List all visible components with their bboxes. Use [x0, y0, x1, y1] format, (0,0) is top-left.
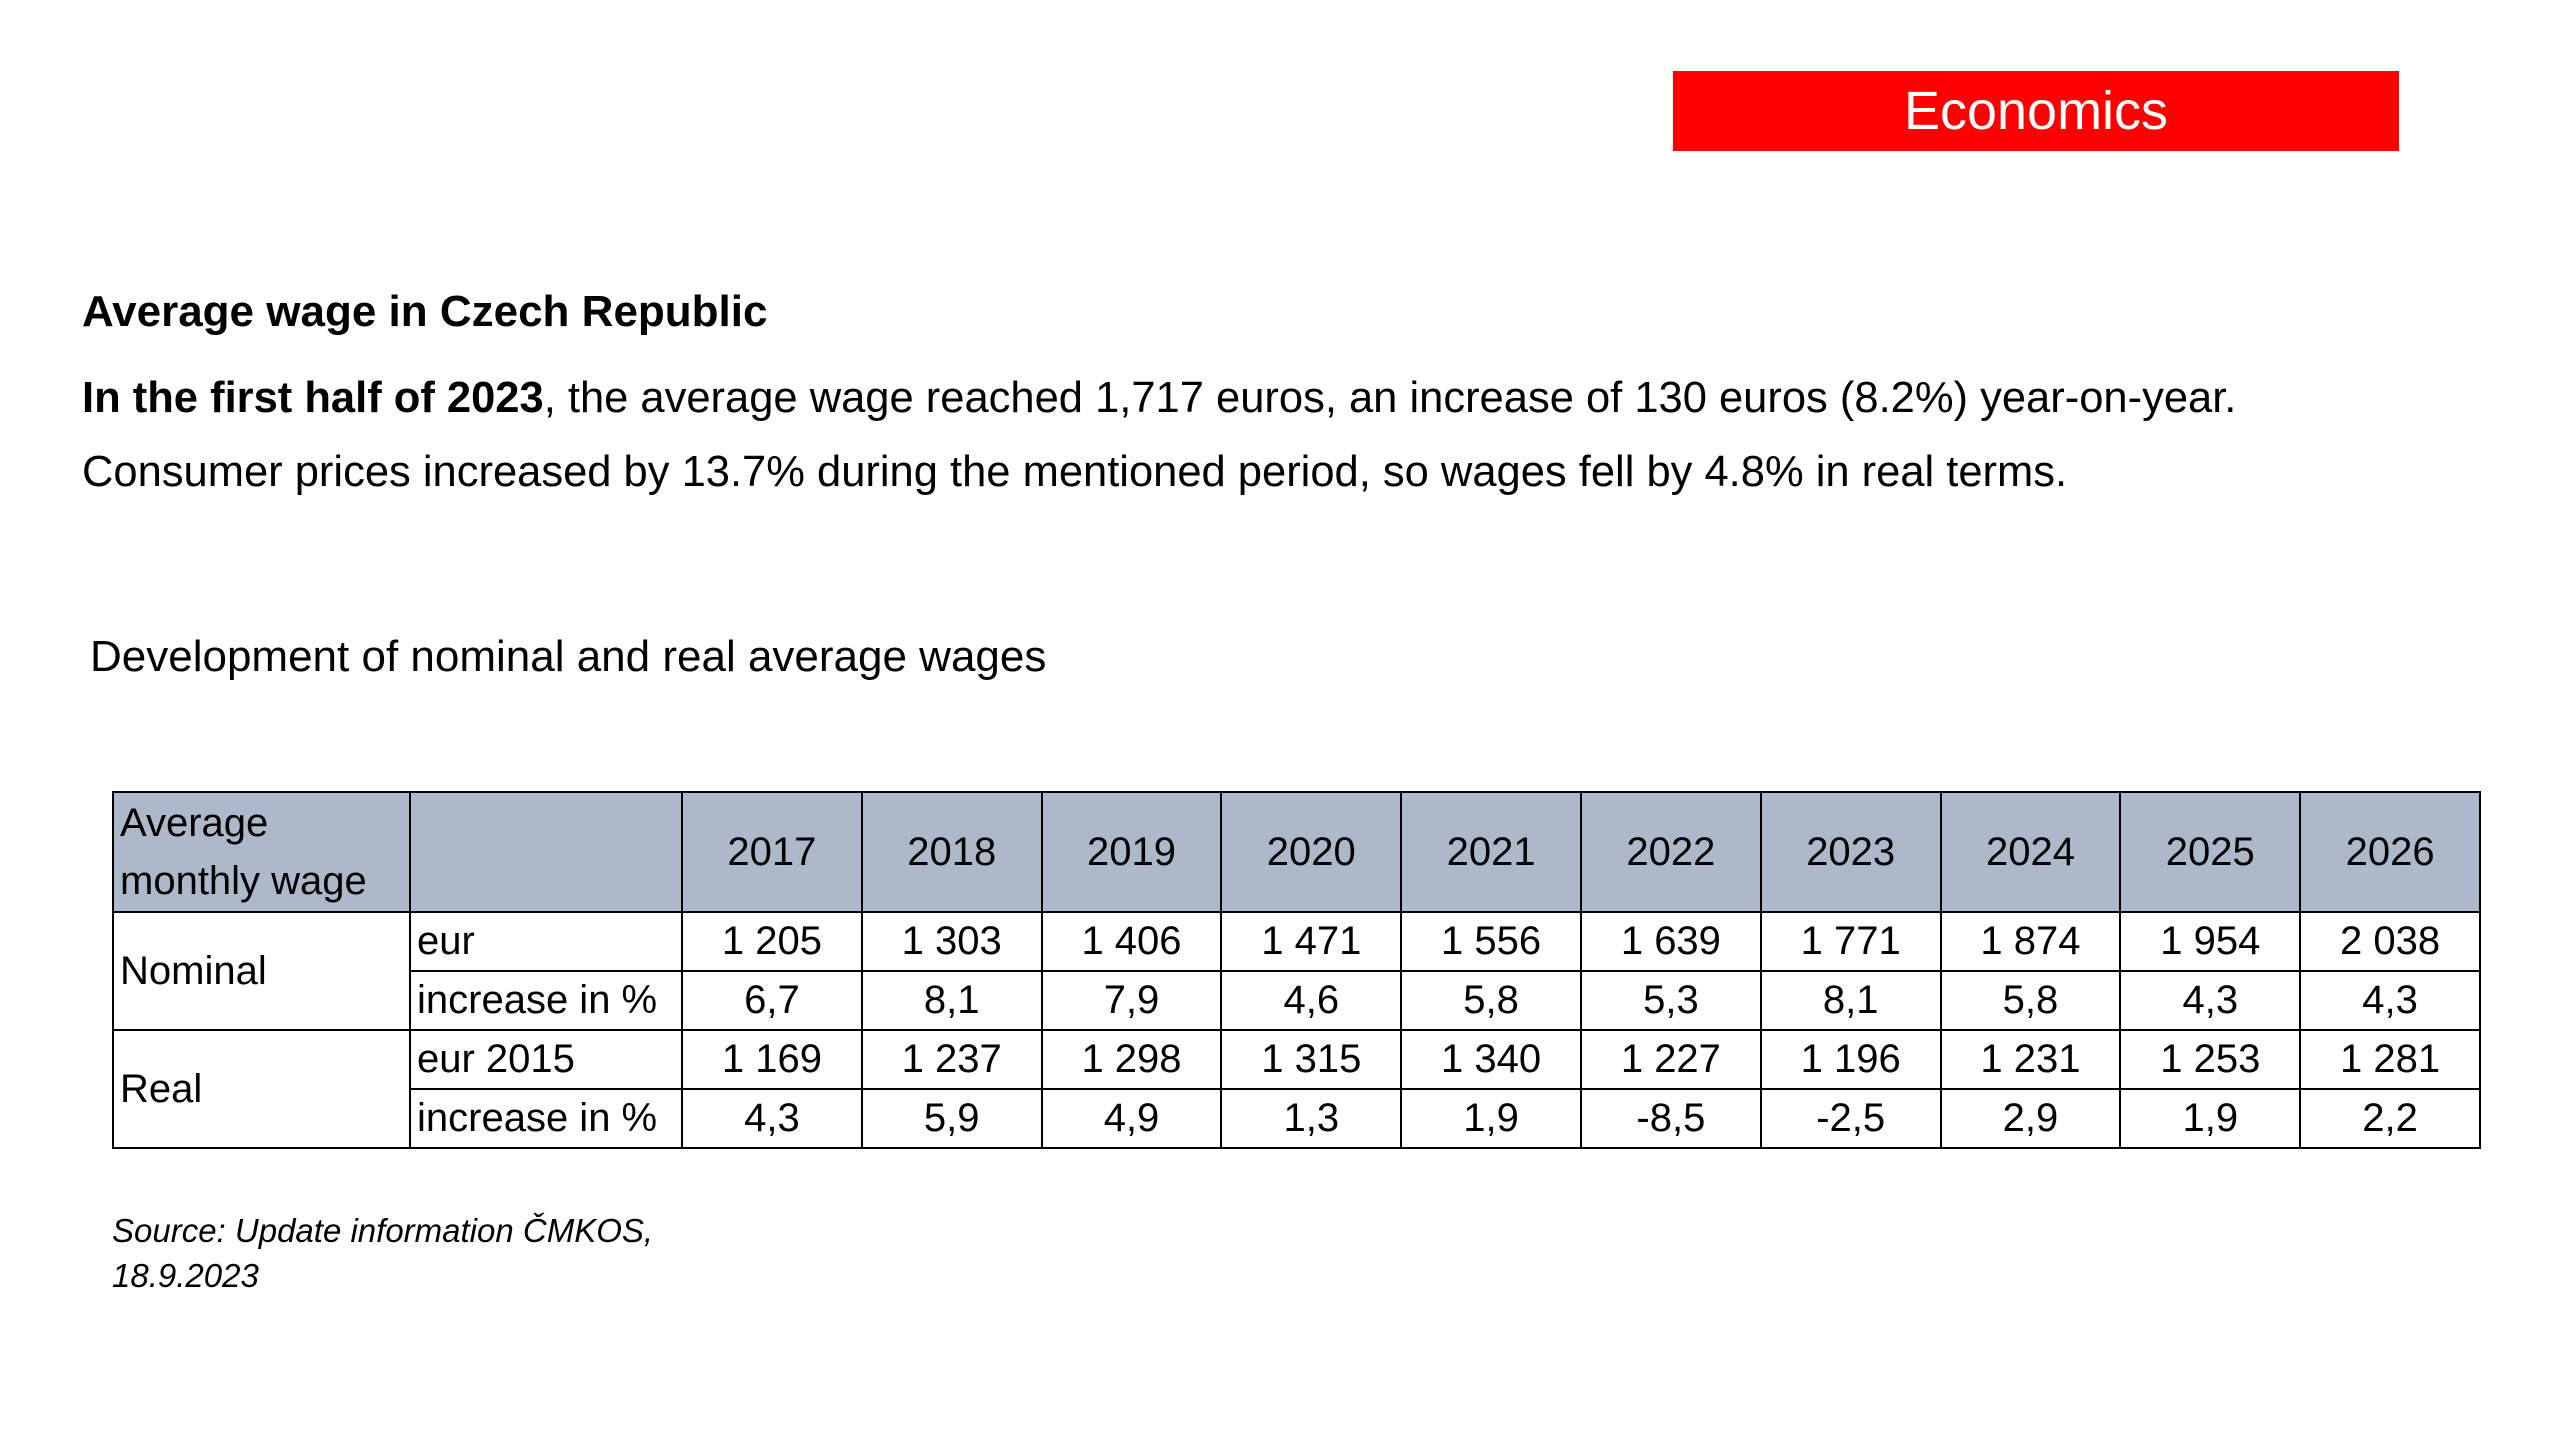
- group-label-nominal: Nominal: [113, 912, 410, 1030]
- table-cell: 1 639: [1581, 912, 1761, 971]
- table-cell: 1 196: [1761, 1030, 1941, 1089]
- table-cell: 1 874: [1941, 912, 2121, 971]
- header-year: 2021: [1401, 792, 1581, 912]
- header-year: 2019: [1042, 792, 1222, 912]
- table-cell: -2,5: [1761, 1089, 1941, 1148]
- header-unit-cell: [410, 792, 682, 912]
- table-row: [113, 971, 2480, 1030]
- header-corner-label: Average monthly wage: [113, 792, 410, 912]
- table-cell: 4,6: [1221, 971, 1401, 1030]
- table-row: [113, 1089, 2480, 1148]
- table-cell: 1 231: [1941, 1030, 2121, 1089]
- table-cell: 1 303: [862, 912, 1042, 971]
- table-cell: 2,2: [2300, 1089, 2480, 1148]
- summary-line-1-text: , the average wage reached 1,717 euros, an increase of 130 euros (8.2%) year-on-year.: [543, 374, 2237, 422]
- table-cell: 1 298: [1042, 1030, 1222, 1089]
- header-year: 2018: [862, 792, 1042, 912]
- table-cell: 2,9: [1941, 1089, 2121, 1148]
- table-cell: 5,9: [862, 1089, 1042, 1148]
- source-line-1: Source: Update information ČMKOS,: [112, 1212, 654, 1249]
- header-year: 2026: [2300, 792, 2480, 912]
- table-cell: 1 771: [1761, 912, 1941, 971]
- summary-bold-lead: In the first half of 2023: [82, 374, 544, 422]
- summary-line-2: Consumer prices increased by 13.7% during the mentioned period, so wages fell by 4.8% in real terms.: [82, 448, 2068, 496]
- group-label-real: Real: [113, 1030, 410, 1148]
- header-year: 2020: [1221, 792, 1401, 912]
- table-cell: 6,7: [682, 971, 862, 1030]
- table-cell: 5,8: [1941, 971, 2121, 1030]
- table-cell: 1 169: [682, 1030, 862, 1089]
- row-unit-label: eur: [410, 912, 682, 971]
- table-cell: 1,9: [1401, 1089, 1581, 1148]
- table-cell: 1,3: [1221, 1089, 1401, 1148]
- table-cell: 4,3: [2120, 971, 2300, 1030]
- page-heading: Average wage in Czech Republic: [82, 287, 768, 336]
- header-year: 2024: [1941, 792, 2121, 912]
- table-cell: 8,1: [862, 971, 1042, 1030]
- table-cell: 1 281: [2300, 1030, 2480, 1089]
- table-cell: 1 253: [2120, 1030, 2300, 1089]
- table-cell: 1 315: [1221, 1030, 1401, 1089]
- table-cell: 1 340: [1401, 1030, 1581, 1089]
- economics-badge: Economics: [1673, 71, 2399, 151]
- table-cell: 1 471: [1221, 912, 1401, 971]
- table-cell: 1,9: [2120, 1089, 2300, 1148]
- table-cell: 5,3: [1581, 971, 1761, 1030]
- table-title: Development of nominal and real average wages: [90, 632, 1047, 681]
- row-unit-label: eur 2015: [410, 1030, 682, 1089]
- header-year: 2017: [682, 792, 862, 912]
- table-cell: -8,5: [1581, 1089, 1761, 1148]
- row-unit-label: increase in %: [410, 971, 682, 1030]
- table-header-row: [113, 792, 2480, 912]
- table-row: [113, 1030, 2480, 1089]
- header-year: 2023: [1761, 792, 1941, 912]
- table-cell: 1 237: [862, 1030, 1042, 1089]
- table-row: [113, 912, 2480, 971]
- header-year: 2022: [1581, 792, 1761, 912]
- summary-line-1: [82, 374, 2236, 423]
- wages-table: [112, 791, 2481, 1149]
- table-cell: 1 227: [1581, 1030, 1761, 1089]
- header-year: 2025: [2120, 792, 2300, 912]
- table-cell: 2 038: [2300, 912, 2480, 971]
- row-unit-label: increase in %: [410, 1089, 682, 1148]
- table-cell: 1 406: [1042, 912, 1222, 971]
- table-cell: 8,1: [1761, 971, 1941, 1030]
- table-cell: 1 954: [2120, 912, 2300, 971]
- source-line-2: 18.9.2023: [112, 1257, 259, 1294]
- table-cell: 4,3: [682, 1089, 862, 1148]
- table-cell: 1 205: [682, 912, 862, 971]
- table-cell: 4,9: [1042, 1089, 1222, 1148]
- table-cell: 1 556: [1401, 912, 1581, 971]
- table-cell: 5,8: [1401, 971, 1581, 1030]
- table-cell: 7,9: [1042, 971, 1222, 1030]
- table-cell: 4,3: [2300, 971, 2480, 1030]
- source-note: [112, 1208, 653, 1298]
